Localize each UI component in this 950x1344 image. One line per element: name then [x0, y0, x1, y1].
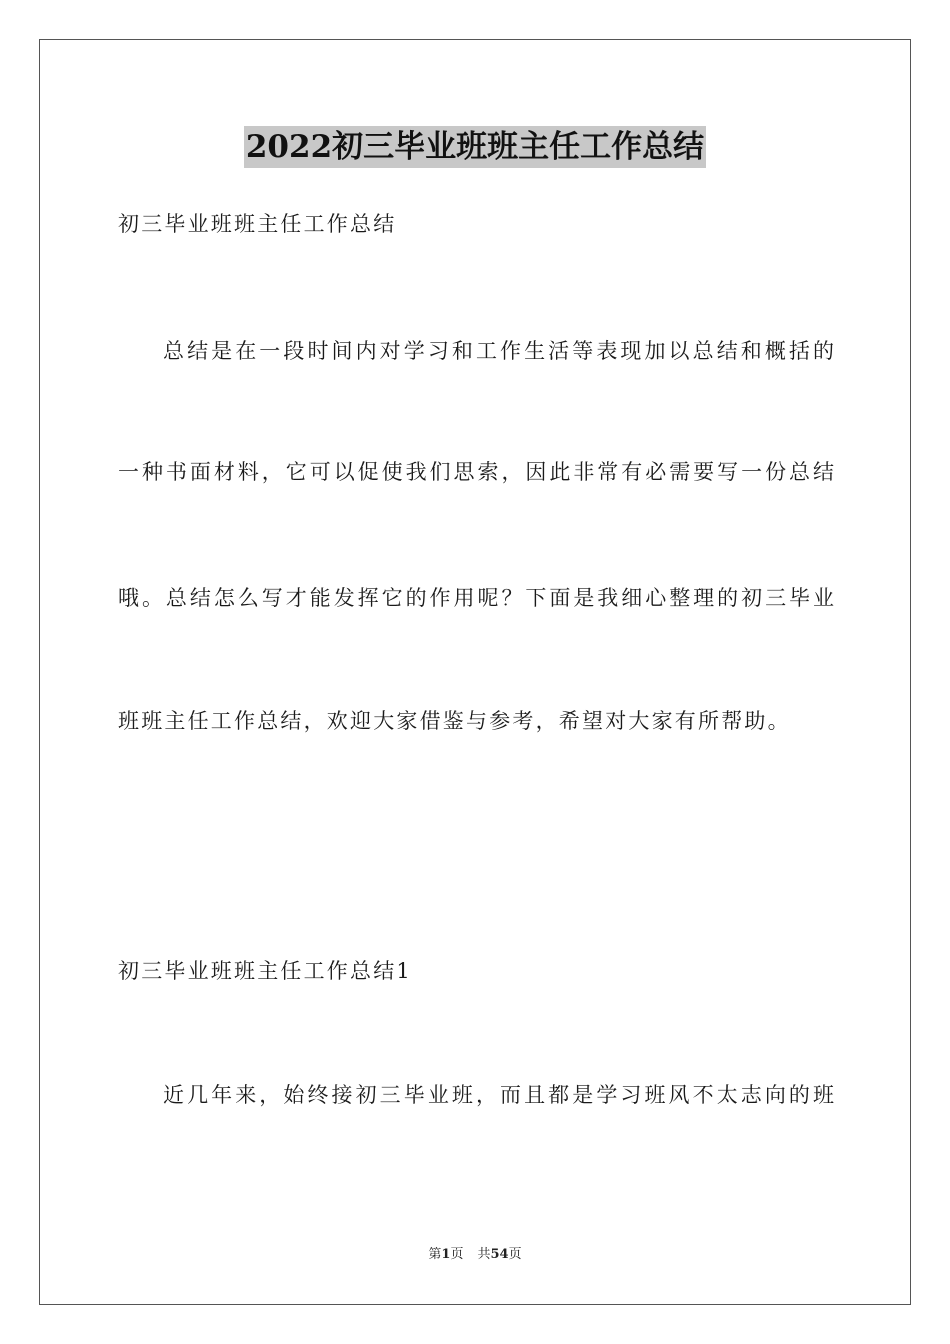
footer-total-suffix: 页	[508, 1247, 522, 1262]
footer-page-prefix: 第	[428, 1247, 442, 1262]
intro-line-4: 班班主任工作总结，欢迎大家借鉴与参考，希望对大家有所帮助。	[118, 709, 791, 733]
intro-line-1: 总结是在一段时间内对学习和工作生活等表现加以总结和概括的	[163, 339, 834, 363]
document-subtitle: 初三毕业班班主任工作总结	[118, 212, 397, 236]
intro-line-2: 一种书面材料，它可以促使我们思索，因此非常有必需要写一份总结	[118, 460, 834, 484]
section-heading: 初三毕业班班主任工作总结1	[118, 959, 412, 983]
section-line-1: 近几年来，始终接初三毕业班，而且都是学习班风不太志向的班	[163, 1083, 834, 1107]
footer-total-prefix: 共	[477, 1247, 491, 1262]
document-title: 2022初三毕业班班主任工作总结	[244, 126, 706, 168]
footer-total-pages: 54	[490, 1247, 509, 1262]
title-container	[0, 126, 950, 168]
footer-page-suffix: 页	[450, 1247, 464, 1262]
page-footer	[0, 1246, 950, 1264]
footer-page-number: 1	[441, 1247, 451, 1262]
intro-line-3: 哦。总结怎么写才能发挥它的作用呢？下面是我细心整理的初三毕业	[118, 586, 834, 610]
